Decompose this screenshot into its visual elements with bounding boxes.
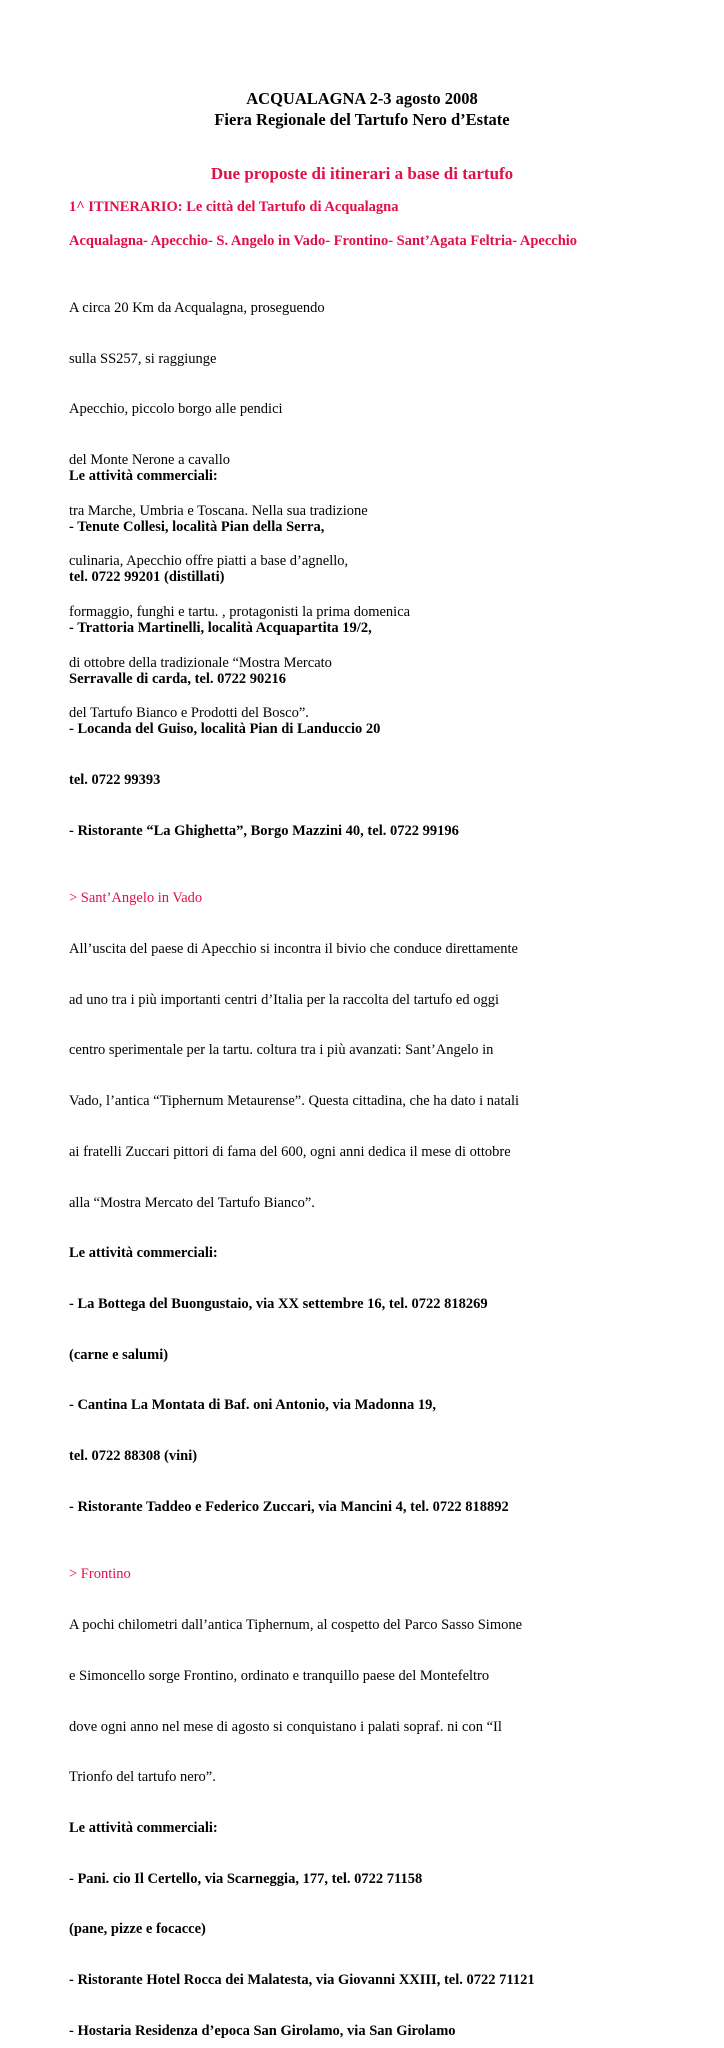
intro-line: sulla SS257, si raggiunge	[69, 350, 217, 367]
paragraph-line: e Simoncello sorge Frontino, ordinato e tranquillo paese del Montefeltro	[69, 1667, 490, 1684]
intro-line: formaggio, funghi e tartu. , protagonisti la prima domenica	[69, 604, 411, 621]
document-title: ACQUALAGNA 2-3 agosto 2008	[246, 89, 478, 108]
business-line: (carne e salumi)	[69, 1346, 169, 1363]
business-line: - Ristorante “La Ghighetta”, Borgo Mazzini 40, tel. 0722 99196	[69, 822, 459, 839]
paragraph-line: A pochi chilometri dall’antica Tiphernum, al cospetto del Parco Sasso Simone	[69, 1617, 523, 1634]
business-line: - Tenute Collesi, località Pian della Serra,	[69, 518, 325, 535]
main-body	[69, 434, 535, 2048]
section-label: Le attività commerciali:	[69, 1819, 218, 1836]
proposal-heading: Due proposte di itinerari a base di tartufo	[210, 164, 514, 183]
section-label: Le attività commerciali:	[69, 467, 218, 484]
business-line: - Trattoria Martinelli, località Acquapartita 19/2,	[69, 619, 372, 636]
business-line: Serravalle di carda, tel. 0722 90216	[69, 670, 287, 687]
business-line: tel. 0722 88308 (vini)	[69, 1448, 198, 1465]
business-line: - Ristorante Hotel Rocca dei Malatesta, via Giovanni XXIII, tel. 0722 71121	[69, 1972, 535, 1989]
business-line: - Locanda del Guiso, località Pian di Landuccio 20	[69, 721, 381, 738]
intro-line: tra Marche, Umbria e Toscana. Nella sua tradizione	[69, 502, 368, 519]
itinerary-heading: 1^ ITINERARIO: Le città del Tartufo di Acqualagna	[69, 199, 399, 215]
business-line: tel. 0722 99201 (distillati)	[69, 569, 225, 586]
place-heading: > Frontino	[69, 1566, 131, 1583]
paragraph-line: alla “Mostra Mercato del Tartufo Bianco”.	[69, 1194, 315, 1211]
intro-line: del Monte Nerone a cavallo	[69, 451, 231, 468]
intro-line: culinaria, Apecchio offre piatti a base d’agnello,	[69, 553, 349, 570]
intro-line: A circa 20 Km da Acqualagna, proseguendo	[69, 299, 325, 316]
paragraph-line: dove ogni anno nel mese di agosto si conquistano i palati sopraf. ni con “Il	[69, 1718, 502, 1735]
intro-line: Apecchio, piccolo borgo alle pendici	[69, 401, 283, 418]
paragraph-line: Vado, l’antica “Tiphernum Metaurense”. Questa cittadina, che ha dato i natali	[69, 1093, 520, 1110]
paragraph-line: ai fratelli Zuccari pittori di fama del 600, ogni anni dedica il mese di ottobre	[69, 1143, 511, 1160]
business-line: - La Bottega del Buongustaio, via XX settembre 16, tel. 0722 818269	[69, 1295, 488, 1312]
intro-line: del Tartufo Bianco e Prodotti del Bosco”.	[69, 705, 309, 722]
section-label: Le attività commerciali:	[69, 1245, 218, 1262]
itinerary-route: Acqualagna- Apecchio- S. Angelo in Vado- Frontino- Sant’Agata Feltria- Apecchio	[69, 233, 578, 249]
paragraph-line: Trionfo del tartufo nero”.	[69, 1769, 216, 1786]
business-line: - Cantina La Montata di Baf. oni Antonio, via Madonna 19,	[69, 1397, 436, 1414]
document-subtitle: Fiera Regionale del Tartufo Nero d’Estate	[214, 110, 510, 129]
business-line: - Ristorante Taddeo e Federico Zuccari, via Mancini 4, tel. 0722 818892	[69, 1498, 509, 1515]
paragraph-line: All’uscita del paese di Apecchio si incontra il bivio che conduce direttamente	[69, 941, 518, 958]
place-heading: > Sant’Angelo in Vado	[69, 890, 203, 907]
business-line: - Pani. cio Il Certello, via Scarneggia, 177, tel. 0722 71158	[69, 1870, 423, 1887]
business-line: tel. 0722 99393	[69, 772, 161, 789]
paragraph-line: centro sperimentale per la tartu. coltura tra i più avanzati: Sant’Angelo in	[69, 1042, 494, 1059]
business-line: (pane, pizze e focacce)	[69, 1921, 206, 1938]
paragraph-line: ad uno tra i più importanti centri d’Italia per la raccolta del tartufo ed oggi	[69, 991, 500, 1008]
business-line: - Hostaria Residenza d’epoca San Girolamo, via San Girolamo	[69, 2022, 456, 2039]
intro-line: di ottobre della tradizionale “Mostra Mercato	[69, 654, 332, 671]
